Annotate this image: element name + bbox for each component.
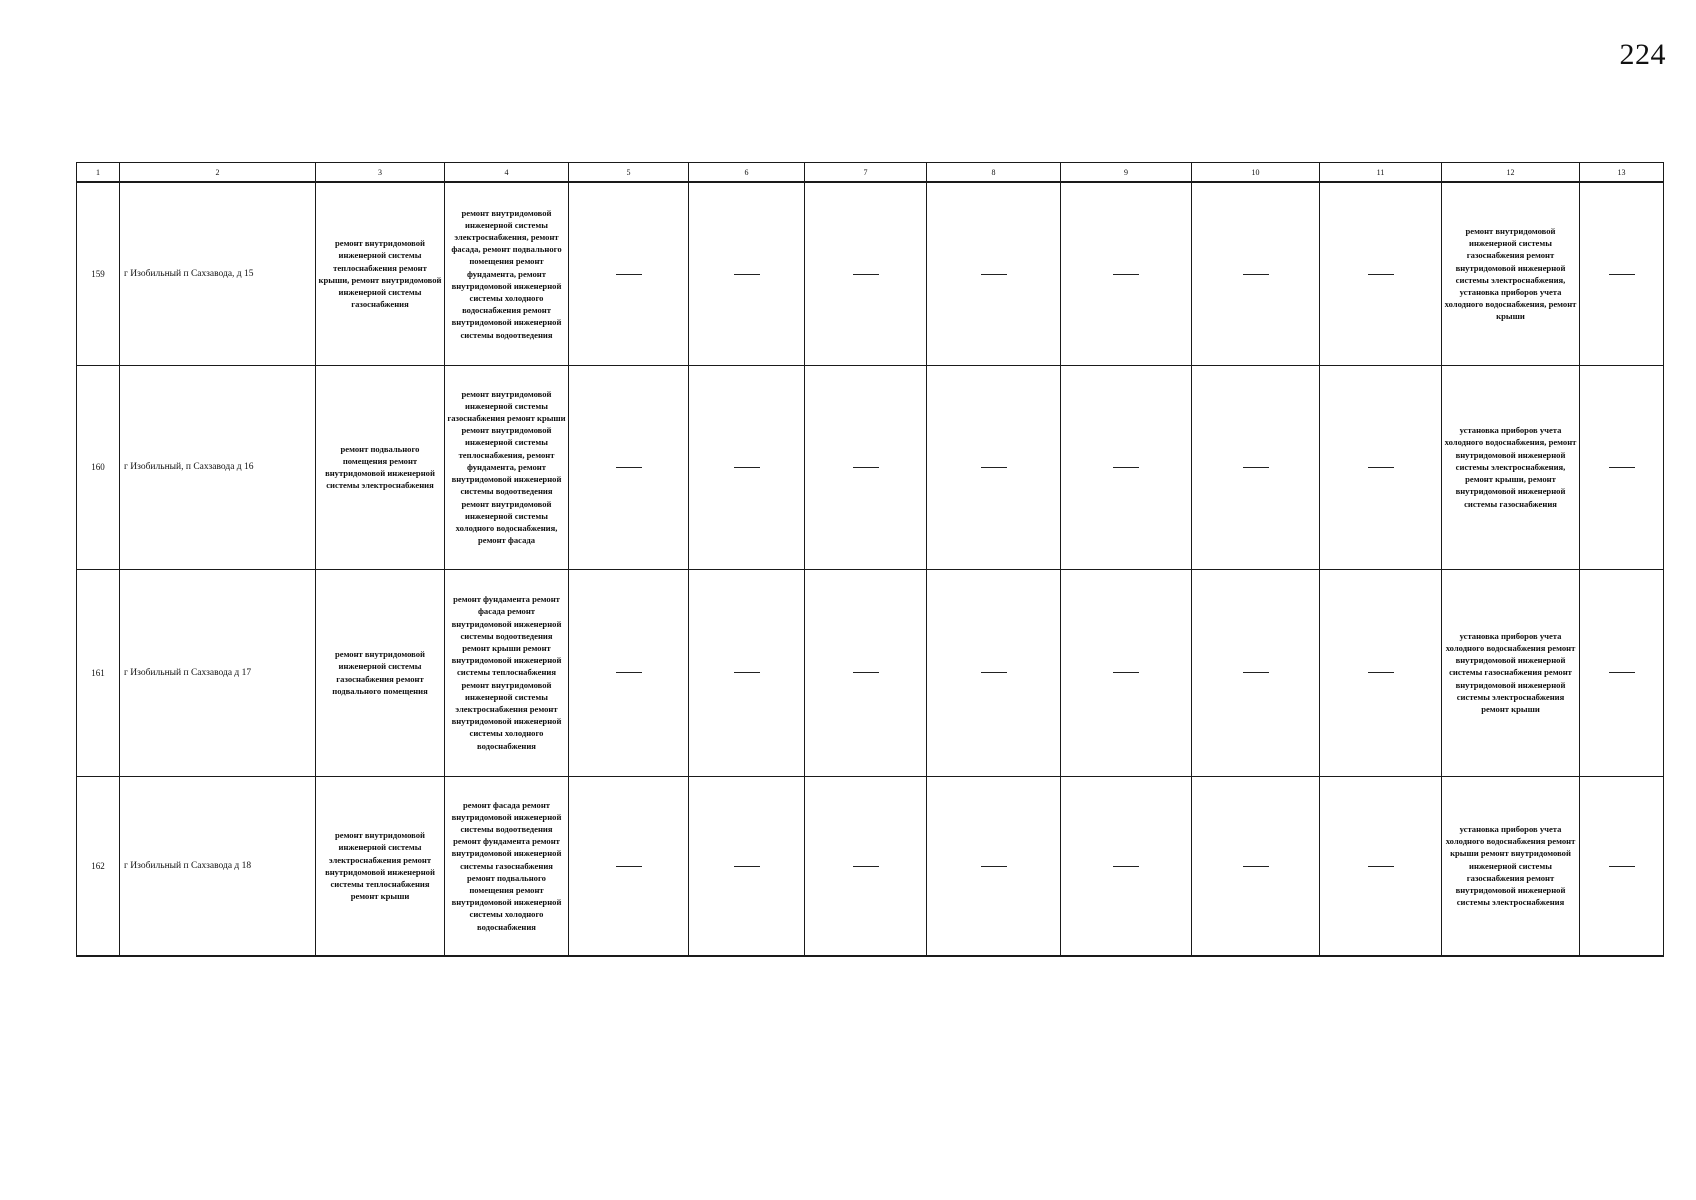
- empty-cell: [1061, 365, 1192, 569]
- empty-cell: [1061, 182, 1192, 365]
- column-header: 7: [805, 163, 927, 183]
- dash-mark: [616, 866, 642, 867]
- works-cell-col4: ремонт внутридомовой инженерной системы газоснабжения ремонт крыши ремонт внутридомовой инженерной системы теплоснабжения, ремонт фундамента, ремонт внутридомовой инженерной системы водоотведения ремонт внутридомовой инженерной системы холодного водоснабжения, ремонт фасада: [445, 365, 569, 569]
- column-header: 8: [927, 163, 1061, 183]
- works-cell-col3: ремонт внутридомовой инженерной системы газоснабжения ремонт подвального помещения: [316, 569, 445, 776]
- row-number: 159: [77, 182, 120, 365]
- empty-cell: [1580, 182, 1664, 365]
- table-row: [77, 569, 1664, 776]
- column-header: 1: [77, 163, 120, 183]
- empty-cell: [805, 182, 927, 365]
- dash-mark: [1243, 274, 1269, 275]
- empty-cell: [927, 569, 1061, 776]
- dash-mark: [853, 274, 879, 275]
- dash-mark: [853, 672, 879, 673]
- dash-mark: [1113, 672, 1139, 673]
- empty-cell: [1580, 776, 1664, 956]
- dash-mark: [1243, 866, 1269, 867]
- works-cell-col12: установка приборов учета холодного водоснабжения ремонт крыши ремонт внутридомовой инженерной системы газоснабжения ремонт внутридомовой инженерной системы электроснабжения: [1442, 776, 1580, 956]
- dash-mark: [1368, 467, 1394, 468]
- empty-cell: [927, 182, 1061, 365]
- row-number: 162: [77, 776, 120, 956]
- dash-mark: [1609, 672, 1635, 673]
- empty-cell: [1580, 569, 1664, 776]
- dash-mark: [981, 672, 1007, 673]
- empty-cell: [1320, 182, 1442, 365]
- table-row: [77, 776, 1664, 956]
- dash-mark: [1368, 274, 1394, 275]
- empty-cell: [689, 182, 805, 365]
- column-header: 3: [316, 163, 445, 183]
- empty-cell: [1192, 569, 1320, 776]
- works-cell-col3: ремонт внутридомовой инженерной системы теплоснабжения ремонт крыши, ремонт внутридомовой инженерной системы газоснабжения: [316, 182, 445, 365]
- address-cell: г Изобильный, п Сахзавода д 16: [120, 365, 316, 569]
- dash-mark: [616, 467, 642, 468]
- row-number: 160: [77, 365, 120, 569]
- empty-cell: [1320, 776, 1442, 956]
- empty-cell: [1580, 365, 1664, 569]
- dash-mark: [1609, 274, 1635, 275]
- dash-mark: [1243, 672, 1269, 673]
- works-cell-col12: установка приборов учета холодного водоснабжения, ремонт внутридомовой инженерной системы электроснабжения, ремонт крыши, ремонт внутридомовой инженерной системы газоснабжения: [1442, 365, 1580, 569]
- dash-mark: [981, 866, 1007, 867]
- empty-cell: [805, 776, 927, 956]
- dash-mark: [1113, 866, 1139, 867]
- column-header: 11: [1320, 163, 1442, 183]
- column-header: 10: [1192, 163, 1320, 183]
- empty-cell: [1192, 365, 1320, 569]
- column-header: 12: [1442, 163, 1580, 183]
- empty-cell: [1061, 776, 1192, 956]
- empty-cell: [569, 365, 689, 569]
- page-number: 224: [1619, 38, 1666, 71]
- empty-cell: [689, 776, 805, 956]
- dash-mark: [1113, 467, 1139, 468]
- works-cell-col12: ремонт внутридомовой инженерной системы газоснабжения ремонт внутридомовой инженерной системы электроснабжения, установка приборов учета холодного водоснабжения, ремонт крыши: [1442, 182, 1580, 365]
- table-row: [77, 182, 1664, 365]
- works-table: [76, 162, 1664, 957]
- dash-mark: [1113, 274, 1139, 275]
- column-header: 13: [1580, 163, 1664, 183]
- dash-mark: [734, 467, 760, 468]
- works-cell-col4: ремонт внутридомовой инженерной системы электроснабжения, ремонт фасада, ремонт подвального помещения ремонт фундамента, ремонт внутридомовой инженерной системы холодного водоснабжения ремонт внутридомовой инженерной системы водоотведения: [445, 182, 569, 365]
- column-header: 5: [569, 163, 689, 183]
- works-cell-col12: установка приборов учета холодного водоснабжения ремонт внутридомовой инженерной системы газоснабжения ремонт внутридомовой инженерной системы электроснабжения ремонт крыши: [1442, 569, 1580, 776]
- empty-cell: [1192, 182, 1320, 365]
- dash-mark: [853, 866, 879, 867]
- dash-mark: [1609, 467, 1635, 468]
- works-cell-col4: ремонт фасада ремонт внутридомовой инженерной системы водоотведения ремонт фундамента ремонт внутридомовой инженерной системы газоснабжения ремонт подвального помещения ремонт внутридомовой инженерной системы холодного водоснабжения: [445, 776, 569, 956]
- dash-mark: [1368, 672, 1394, 673]
- works-cell-col3: ремонт внутридомовой инженерной системы электроснабжения ремонт внутридомовой инженерной системы теплоснабжения ремонт крыши: [316, 776, 445, 956]
- empty-cell: [1320, 365, 1442, 569]
- table-header: [77, 163, 1664, 183]
- empty-cell: [689, 365, 805, 569]
- dash-mark: [734, 274, 760, 275]
- dash-mark: [981, 274, 1007, 275]
- dash-mark: [734, 866, 760, 867]
- column-header: 4: [445, 163, 569, 183]
- empty-cell: [569, 776, 689, 956]
- empty-cell: [805, 365, 927, 569]
- dash-mark: [981, 467, 1007, 468]
- empty-cell: [1320, 569, 1442, 776]
- row-number: 161: [77, 569, 120, 776]
- address-cell: г Изобильный п Сахзавода д 17: [120, 569, 316, 776]
- dash-mark: [734, 672, 760, 673]
- column-header: 9: [1061, 163, 1192, 183]
- works-cell-col3: ремонт подвального помещения ремонт внутридомовой инженерной системы электроснабжения: [316, 365, 445, 569]
- dash-mark: [1609, 866, 1635, 867]
- empty-cell: [569, 182, 689, 365]
- empty-cell: [805, 569, 927, 776]
- dash-mark: [616, 672, 642, 673]
- address-cell: г Изобильный п Сахзавода, д 15: [120, 182, 316, 365]
- empty-cell: [927, 776, 1061, 956]
- dash-mark: [616, 274, 642, 275]
- empty-cell: [569, 569, 689, 776]
- dash-mark: [1243, 467, 1269, 468]
- empty-cell: [689, 569, 805, 776]
- table-row: [77, 365, 1664, 569]
- address-cell: г Изобильный п Сахзавода д 18: [120, 776, 316, 956]
- column-header: 2: [120, 163, 316, 183]
- empty-cell: [1061, 569, 1192, 776]
- dash-mark: [1368, 866, 1394, 867]
- column-header: 6: [689, 163, 805, 183]
- works-cell-col4: ремонт фундамента ремонт фасада ремонт внутридомовой инженерной системы водоотведения ремонт крыши ремонт внутридомовой инженерной системы теплоснабжения ремонт внутридомовой инженерной системы электроснабжения ремонт внутридомовой инженерной системы холодного водоснабжения: [445, 569, 569, 776]
- dash-mark: [853, 467, 879, 468]
- empty-cell: [927, 365, 1061, 569]
- empty-cell: [1192, 776, 1320, 956]
